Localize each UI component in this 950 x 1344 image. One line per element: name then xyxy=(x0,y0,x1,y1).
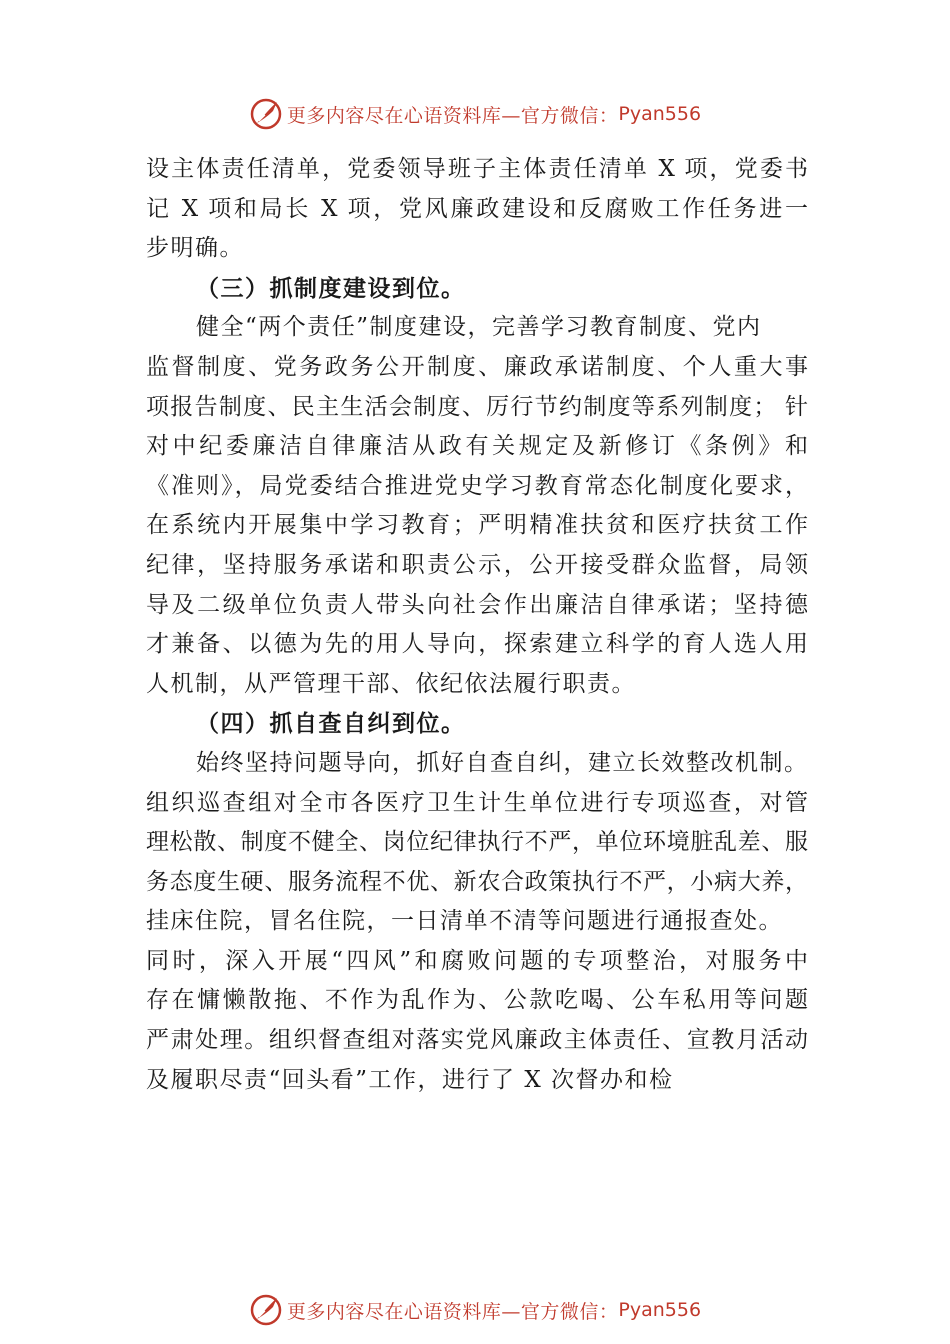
text-line: 《准则》，局党委结合推进党史学习教育常态化制度化要求， xyxy=(146,472,808,499)
text-line: 及履职尽责“回头看”工作，进行了 X 次督办和检 xyxy=(146,1066,674,1093)
section-heading: （三）抓制度建设到位。 xyxy=(196,274,466,302)
watermark-banner-top xyxy=(0,94,950,134)
text-line: 人机制，从严管理干部、依纪依法履行职责。 xyxy=(146,670,636,697)
text-line: 在系统内开展集中学习教育；严明精准扶贫和医疗扶贫工作 xyxy=(146,512,808,539)
watermark-wechat-id: Pyan556 xyxy=(618,1299,702,1321)
text-line: 记 X 项和局长 X 项，党风廉政建设和反腐败工作任务进一 xyxy=(146,195,808,222)
text-line: 组织巡查组对全市各医疗卫生计生单位进行专项巡查，对管 xyxy=(146,789,808,816)
text-line: 始终坚持问题导向，抓好自查自纠，建立长效整改机制。 xyxy=(196,749,809,776)
text-line: 同时，深入开展“四风”和腐败问题的专项整治，对服务中 xyxy=(146,947,808,974)
text-line: 健全“两个责任”制度建设，完善学习教育制度、党内 xyxy=(196,314,762,341)
quill-logo-icon xyxy=(249,97,283,131)
text-line: 设主体责任清单，党委领导班子主体责任清单 X 项，党委书 xyxy=(146,156,808,182)
text-line: 存在慵懒散拖、不作为乱作为、公款吃喝、公车私用等问题 xyxy=(146,987,808,1014)
quill-logo-icon xyxy=(249,1293,283,1327)
watermark-text: 更多内容尽在心语资料库—官方微信： xyxy=(286,104,619,127)
text-line: 理松散、制度不健全、岗位纪律执行不严，单位环境脏乱差、服 xyxy=(146,829,808,856)
text-line: 项报告制度、民主生活会制度、厉行节约制度等系列制度； 针 xyxy=(146,393,808,420)
text-line: 对中纪委廉洁自律廉洁从政有关规定及新修订《条例》和 xyxy=(146,433,808,460)
section-heading: （四）抓自查自纠到位。 xyxy=(196,710,466,738)
text-line: 才兼备、以德为先的用人导向，探索建立科学的育人选人用 xyxy=(146,631,808,658)
watermark-text: 更多内容尽在心语资料库—官方微信： xyxy=(286,1300,619,1323)
text-line: 纪律，坚持服务承诺和职责公示，公开接受群众监督，局领 xyxy=(146,551,808,578)
watermark-wechat-id: Pyan556 xyxy=(618,103,702,125)
text-line: 步明确。 xyxy=(146,235,244,262)
text-line: 监督制度、党务政务公开制度、廉政承诺制度、个人重大事 xyxy=(146,353,808,380)
text-line: 导及二级单位负责人带头向社会作出廉洁自律承诺；坚持德 xyxy=(146,591,808,618)
watermark-banner-bottom xyxy=(0,1290,950,1330)
text-line: 严肃处理。组织督查组对落实党风廉政主体责任、宣教月活动 xyxy=(146,1027,808,1054)
text-line: 务态度生硬、服务流程不优、新农合政策执行不严，小病大养， xyxy=(146,868,808,895)
document-body xyxy=(146,150,808,1100)
text-line: 挂床住院，冒名住院，一日清单不清等问题进行通报查处。 xyxy=(146,908,783,935)
